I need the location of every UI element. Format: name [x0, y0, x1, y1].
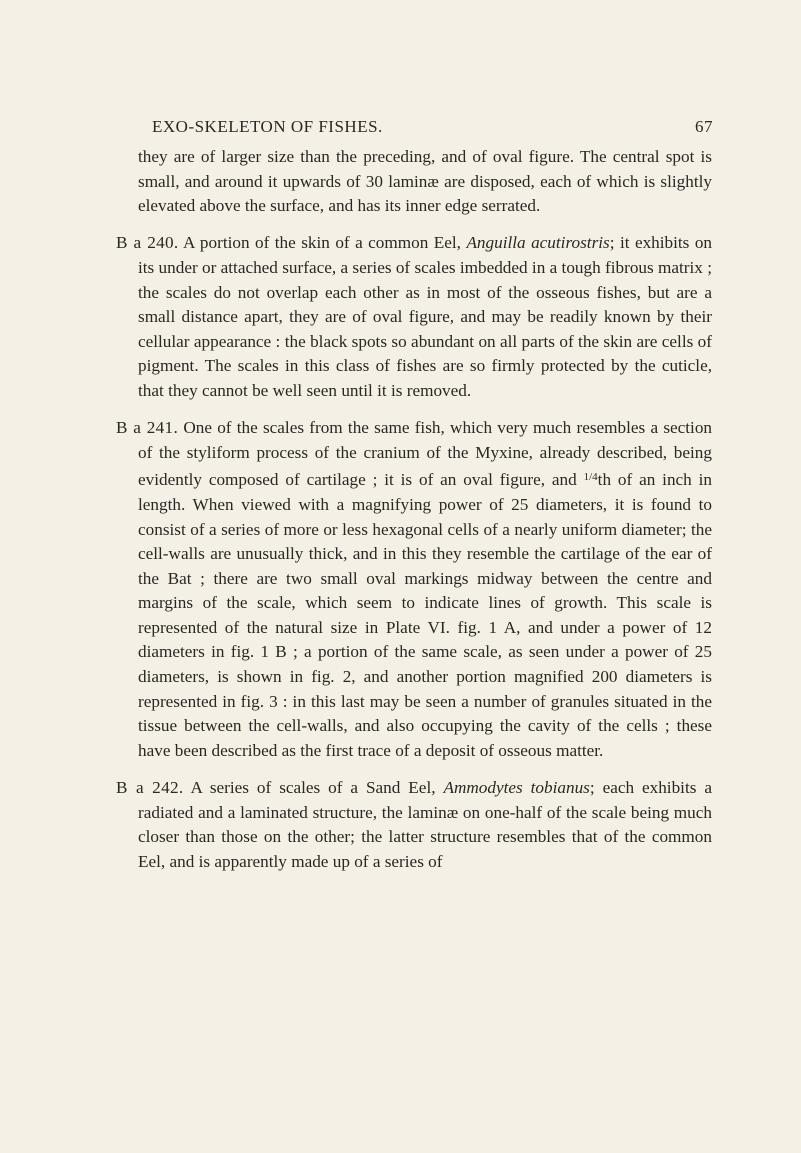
fraction: 1/4 [583, 471, 598, 484]
entry-label: B a 241. [116, 418, 179, 438]
entry-text: A portion of the skin of a common Eel, [183, 233, 461, 253]
running-head [152, 117, 713, 139]
entry-text-cont: ; it exhibits on its under or attached surface, a series of scales imbedded in a tough fibrous matrix ; the scales do not overlap each other as in most of the osseous fishes, but are a small distance apart, they are of oval figure, and may be readily known by their cellular appearance : the black spots so abundant on all parts of the skin are cells of pigment. The scales in this class of fishes are so firmly protected by the cuticle, that they cannot be well seen until it is removed. [138, 233, 713, 400]
catalogue-entry-b-a-241 [116, 416, 712, 763]
catalogue-entry-b-a-240 [116, 231, 712, 403]
species-name: Anguilla acutirostris [466, 233, 610, 253]
entry-label: B a 242. [116, 778, 184, 798]
entry-text-cont: ; each exhibits a radiated and a laminated structure, the laminæ on one-half of the scale being much closer than those on the other; the latter structure resembles that of the common Eel, and is apparently made up of a series of [138, 778, 712, 871]
page-number: 67 [695, 117, 713, 136]
catalogue-entry-b-a-242 [116, 776, 712, 874]
paragraph-text: they are of larger size than the preceding, and of oval figure. The central spot is small, and around it upwards of 30 laminæ are disposed, each of which is slightly elevated above the surface, and has its inner edge serrated. [138, 147, 712, 216]
body-text [116, 145, 712, 887]
entry-text: One of the scales from the same fish, which very much resembles a section of the styliform process of the cranium of the Myxine, already described, being evidently composed of cartilage ; it is of an oval figure, and [138, 418, 713, 490]
entry-label: B a 240. [116, 233, 179, 253]
species-name: Ammodytes tobianus [443, 778, 590, 798]
entry-text-cont: th of an inch in length. When viewed with a magnifying power of 25 diameters, it is found to consist of a series of more or less hexagonal cells of a nearly uniform diameter; the cell-walls are unusually thick, and in this they resemble the cartilage of the ear of the Bat ; there are two small oval markings midway between the centre and margins of the scale, which seem to indicate lines of growth. This scale is represented of the natural size in Plate VI. fig. 1 A, and under a power of 12 diameters in fig. 1 B ; a portion of the same scale, as seen under a power of 25 diameters, is shown in fig. 2, and another portion magnified 200 diameters is represented in fig. 3 : in this last may be seen a number of granules situated in the tissue between the cell-walls, and also occupying the cavity of the cells ; these have been described as the first trace of a deposit of osseous matter. [138, 470, 713, 760]
running-head-title: EXO-SKELETON OF FISHES. [152, 117, 383, 136]
paragraph-continuation [116, 145, 712, 219]
entry-text: A series of scales of a Sand Eel, [190, 778, 436, 798]
